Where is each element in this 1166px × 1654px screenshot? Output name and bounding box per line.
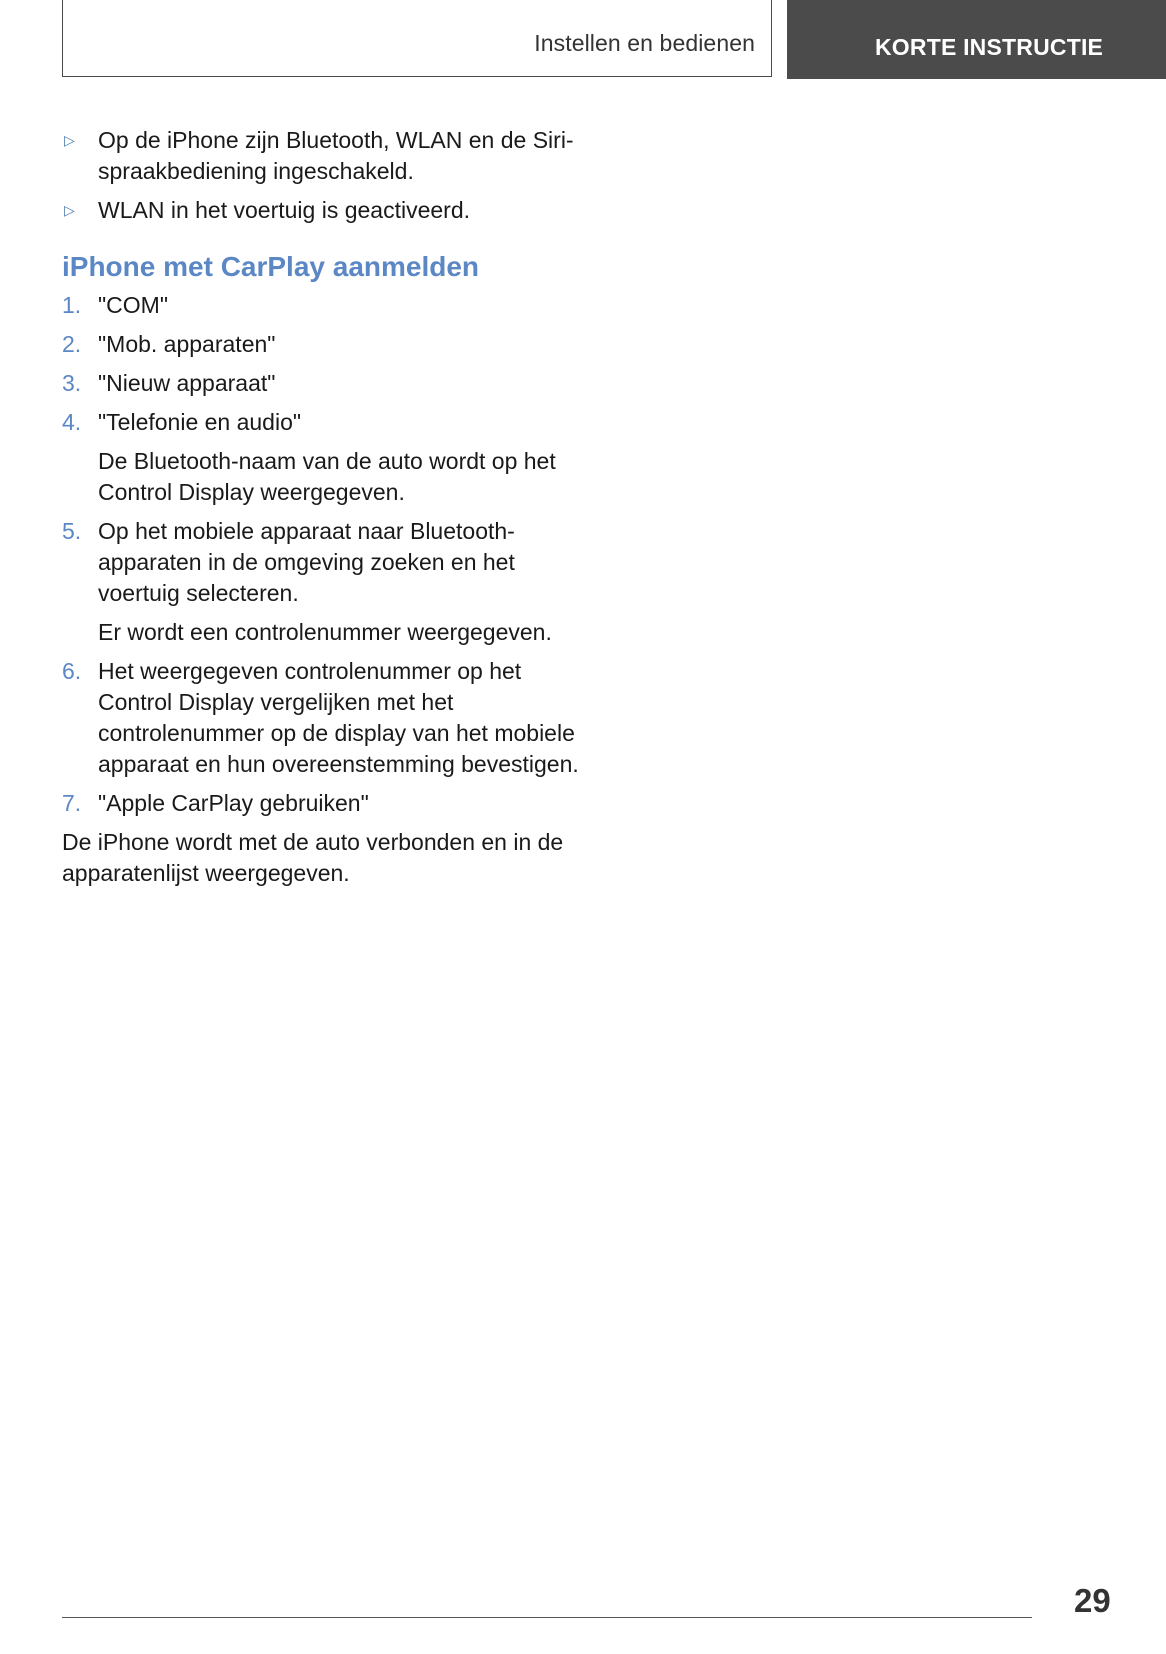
step-text: Op het mobiele apparaat naar Bluetooth-apparaten in de omgeving zoeken en het voertuig selecteren. [98, 518, 515, 606]
bullet-item [62, 125, 582, 187]
step-text: "Mob. apparaten" [98, 331, 276, 357]
step-text: "COM" [98, 292, 168, 318]
step-item [62, 368, 582, 399]
section-heading: iPhone met CarPlay aanmelden [62, 251, 480, 282]
bullet-text: Op de iPhone zijn Bluetooth, WLAN en de Siri-spraakbediening ingeschakeld. [98, 127, 574, 184]
step-number: 3. [62, 370, 82, 396]
step-number: 6. [62, 658, 82, 684]
step-number: 2. [62, 331, 82, 357]
step-text: Het weergegeven controlenummer op het Control Display vergelijken met het controlenummer op de display van het mobiele apparaat en hun overeenstemming bevestigen. [98, 658, 579, 777]
step-number: 7. [62, 790, 82, 816]
footer-divider [62, 1617, 1032, 1618]
step-result: De Bluetooth-naam van de auto wordt op het Control Display weergegeven. [98, 448, 556, 505]
step-item [62, 656, 582, 780]
triangle-bullet-icon: ▷ [64, 202, 75, 218]
bullet-item [62, 195, 582, 226]
step-result: Er wordt een controlenummer weergegeven. [98, 619, 552, 645]
closing-paragraph: De iPhone wordt met de auto verbonden en in de apparatenlijst weergegeven. [62, 829, 564, 886]
main-content [62, 125, 582, 889]
header-chapter-title: KORTE INSTRUCTIE [875, 34, 1104, 60]
step-number: 4. [62, 409, 82, 435]
header-section-box [62, 0, 772, 77]
step-number: 5. [62, 518, 82, 544]
step-number: 1. [62, 292, 82, 318]
step-text: "Telefonie en audio" [98, 409, 302, 435]
header-section-title: Instellen en bedienen [534, 30, 755, 56]
bullet-text: WLAN in het voertuig is geactiveerd. [98, 197, 471, 223]
page-number: 29 [1074, 1582, 1111, 1619]
header-chapter-tab [787, 0, 1166, 79]
step-text: "Nieuw apparaat" [98, 370, 276, 396]
step-item [62, 516, 582, 609]
step-item [62, 407, 582, 438]
step-item [62, 290, 582, 321]
step-text: "Apple CarPlay gebruiken" [98, 790, 369, 816]
step-item [62, 788, 582, 819]
step-item [62, 329, 582, 360]
triangle-bullet-icon: ▷ [64, 132, 75, 148]
